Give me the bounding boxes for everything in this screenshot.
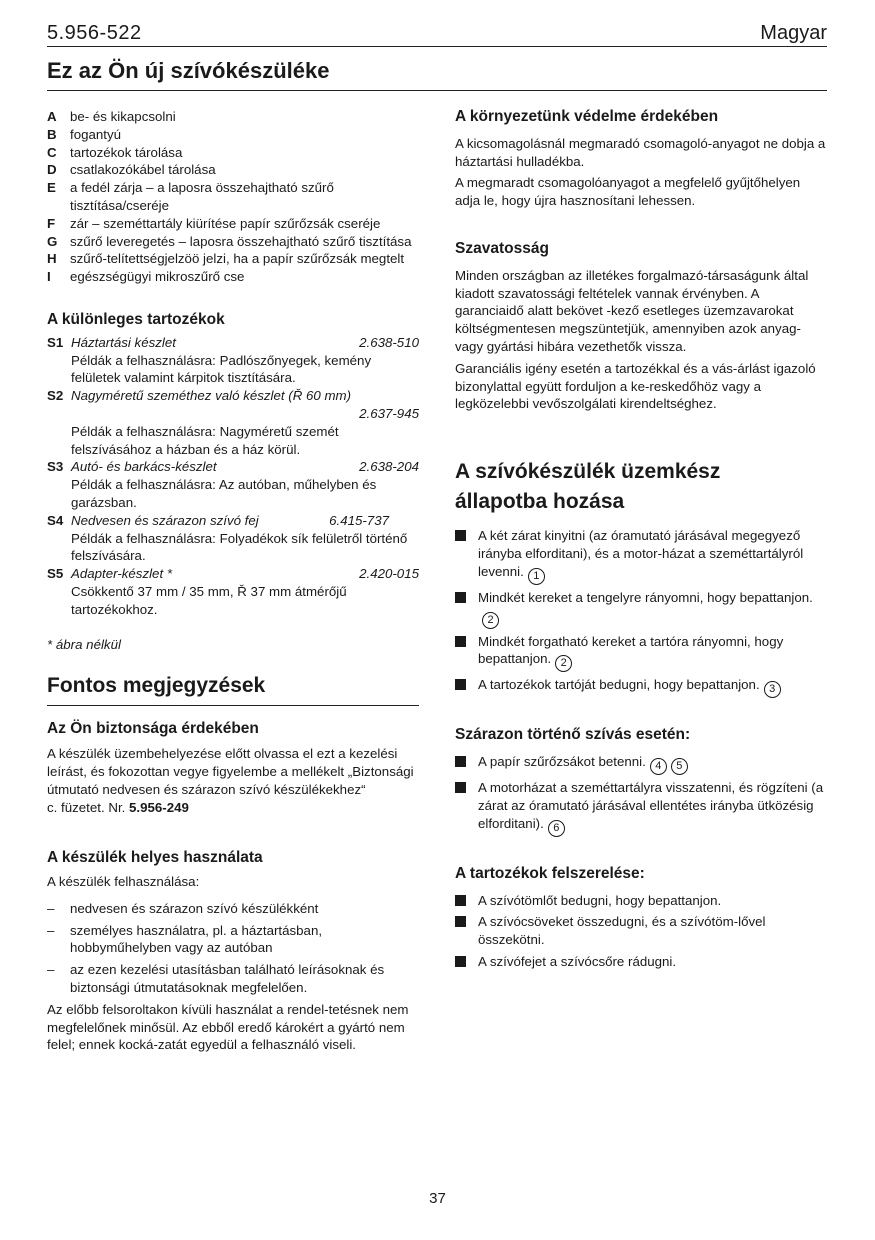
- setup-step: [455, 527, 827, 585]
- bullet-square: [455, 756, 466, 767]
- accessory-key: S2: [47, 388, 64, 404]
- use-item: személyes használatra, pl. a háztartásban, hobbyműhelyben vagy az autóban: [70, 922, 323, 956]
- bullet-square: [455, 895, 466, 906]
- bullet-square: [455, 636, 466, 647]
- right-column: [455, 108, 827, 975]
- part-text: zár – szeméttartály kiürítése papír szűrőzsák cseréje: [70, 215, 381, 231]
- accessory-number: 2.420-015: [359, 566, 419, 582]
- bullet-square: [455, 530, 466, 541]
- accessory-number: 2.638-204: [359, 459, 419, 475]
- safety-paragraph: A készülék üzembehelyezése előtt olvassa el ezt a kezelési leírást, és fokozottan vegye figyelembe a mellékelt „Biztonsági útmutató nedvesen és szárazon szívó készülékekhez“: [47, 746, 414, 797]
- use-list: [47, 900, 419, 1001]
- accessory-name: Adapter-készlet *: [71, 566, 173, 582]
- step-text: A tartozékok tartóját bedugni, hogy bepattanjon.: [478, 677, 760, 693]
- step-text: Mindkét kereket a tengelyre rányomni, hogy bepattanjon.: [478, 589, 813, 605]
- part-key: F: [47, 215, 56, 231]
- fitting-heading: A tartozékok felszerelése:: [455, 864, 645, 882]
- dash-marker: –: [47, 922, 55, 938]
- parts-list: [47, 108, 419, 286]
- part-key: E: [47, 180, 56, 196]
- fitting-step: [455, 913, 827, 949]
- accessory-key: S5: [47, 566, 64, 582]
- setup-steps: [455, 527, 827, 698]
- setup-heading-line: A szívókészülék üzemkész: [455, 460, 721, 484]
- step-text: A szívófejet a szívócsőre rádugni.: [478, 953, 677, 969]
- accessory-desc: Példák a felhasználásra: Padlószőnyegek, kemény felületek valamint kárpitok tisztítására.: [71, 352, 372, 386]
- part-text: tartozékok tárolása: [70, 144, 183, 160]
- accessories-list: [47, 334, 419, 619]
- safety-heading: Az Ön biztonsága érdekében: [47, 720, 259, 738]
- setup-step: [455, 633, 827, 673]
- part-text: egészségügyi mikroszűrő cse: [70, 269, 245, 285]
- figure-ref-icon: 1: [528, 568, 545, 585]
- accessories-heading: A különleges tartozékok: [47, 310, 225, 328]
- accessory-name: Háztartási készlet: [71, 334, 176, 350]
- document-code: 5.956-522: [47, 22, 142, 44]
- accessory-number: 2.637-945: [359, 405, 419, 421]
- step-text: Mindkét forgatható kereket a tartóra rányomni, hogy bepattanjon.: [478, 633, 784, 667]
- dry-step: [455, 779, 827, 837]
- accessory-name: Nedvesen és szárazon szívó fej: [71, 512, 259, 528]
- use-intro: A készülék felhasználása:: [47, 874, 200, 890]
- part-text: csatlakozókábel tárolása: [70, 162, 216, 178]
- important-heading: Fontos megjegyzések: [47, 671, 419, 706]
- use-item: az ezen kezelési utasításban található leírásoknak és biztonsági útmutatásoknak megfelelően.: [70, 962, 385, 996]
- dry-step: [455, 753, 827, 775]
- left-column: [47, 108, 419, 1058]
- use-text: Az előbb felsoroltakon kívüli használat a rendel-tetésnek nem megfelelőnek minősül. Az ebből eredő károkért a gyártó nem felel; ennek kocká-zatát egyedül a felhasználó viseli.: [47, 1001, 409, 1053]
- part-key: G: [47, 233, 58, 249]
- booklet-number: 5.956-249: [129, 799, 189, 815]
- warranty-heading: Szavatosság: [455, 239, 549, 257]
- language-label: Magyar: [760, 22, 827, 44]
- figure-ref-icon: 6: [548, 820, 565, 837]
- part-text: a fedél zárja – a laposra összehajtható szűrő tisztítása/cseréje: [70, 180, 334, 213]
- safety-text: [47, 745, 419, 816]
- setup-heading: [455, 457, 827, 517]
- page-number: 37: [429, 1190, 446, 1207]
- accessory-key: S4: [47, 512, 64, 528]
- part-text: be- és kikapcsolni: [70, 109, 176, 124]
- part-text: szűrő leveregetés – laposra összehajtható szűrő tisztítása: [70, 233, 412, 249]
- step-text: A szívócsöveket összedugni, és a szívótöm-lővel összekötni.: [478, 914, 766, 948]
- accessory-desc: Példák a felhasználásra: Az autóban, műhelyben és garázsban.: [71, 477, 377, 510]
- accessory-key: S3: [47, 459, 64, 475]
- footnote: * ábra nélkül: [47, 636, 121, 652]
- part-key: A: [47, 109, 57, 124]
- part-text: fogantyú: [70, 126, 122, 142]
- fitting-steps: [455, 892, 827, 971]
- booklet-prefix: c. füzetet. Nr.: [47, 799, 130, 815]
- figure-ref-icon: 2: [555, 655, 572, 672]
- warranty-p2: Garanciális igény esetén a tartozékkal és a vás-árlást igazoló bizonylattal együtt forduljon a ke-reskedőhöz vagy a legközelebbi vevőszolgálati kirendeltséghez.: [455, 360, 816, 412]
- figure-ref-icon: 5: [671, 758, 688, 775]
- accessory-name: Autó- és barkács-készlet: [71, 459, 217, 475]
- fitting-step: [455, 892, 827, 910]
- warranty-p1: Minden országban az illetékes forgalmazó-társaságunk által kiadott szavatossági feltételek vannak érvényben. A garanciaidő alatt bekövet -kező esetleges üzemzavarokat költségmentesen megszüntetjük, amennyiben azok anyag- vagy gyártási hibára vezethetők vissza.: [455, 267, 809, 354]
- dash-marker: –: [47, 962, 55, 978]
- use-heading: A készülék helyes használata: [47, 849, 263, 867]
- figure-ref-icon: 2: [482, 612, 499, 629]
- page-header: [47, 22, 827, 47]
- accessory-desc: Példák a felhasználásra: Folyadékok sík felületről történő felszívására.: [71, 530, 408, 564]
- step-text: A szívótömlőt bedugni, hogy bepattanjon.: [478, 892, 722, 908]
- step-text: A papír szűrőzsákot betenni.: [478, 754, 646, 770]
- use-item: nedvesen és szárazon szívó készülékként: [70, 900, 319, 916]
- environment-p2: A megmaradt csomagolóanyagot a megfelelő gyűjtőhelyen adja le, hogy újra hasznosítani lehessen.: [455, 175, 801, 209]
- accessory-key: S1: [47, 334, 64, 350]
- part-key: H: [47, 251, 57, 267]
- bullet-square: [455, 956, 466, 967]
- accessory-number: 6.415-737: [329, 512, 389, 528]
- part-key: D: [47, 162, 57, 178]
- page-title: Ez az Ön új szívókészüléke: [47, 58, 827, 91]
- dash-marker: –: [47, 900, 55, 916]
- setup-step: [455, 676, 827, 698]
- bullet-square: [455, 916, 466, 927]
- accessory-desc: Példák a felhasználásra: Nagyméretű szemét felszívásához a házban és a ház körül.: [71, 423, 339, 457]
- dry-heading: Szárazon történő szívás esetén:: [455, 726, 691, 744]
- part-key: B: [47, 126, 57, 142]
- figure-ref-icon: 3: [764, 681, 781, 698]
- environment-p1: A kicsomagolásnál megmaradó csomagoló-anyagot ne dobja a háztartási hulladékba.: [455, 135, 826, 169]
- accessory-number: 2.638-510: [359, 334, 419, 350]
- part-key: C: [47, 144, 57, 160]
- step-text: A motorházat a szeméttartályra visszatenni, és rögzíteni (a zárat az óramutató járásával ellentétes irányba ütközésig elforditani).: [478, 780, 824, 831]
- setup-heading-line: állapotba hozása: [455, 490, 625, 514]
- part-key: I: [47, 269, 51, 285]
- step-text: A két zárat kinyitni (az óramutató járásával megegyező irányba elforditani), és a motor-házat a szeméttartályról levenni.: [478, 528, 804, 579]
- bullet-square: [455, 679, 466, 690]
- accessory-desc: Csökkentő 37 mm / 35 mm, Ř 37 mm átmérőjű tartozékokhoz.: [71, 583, 347, 617]
- bullet-square: [455, 592, 466, 603]
- environment-heading: A környezetünk védelme érdekében: [455, 108, 719, 125]
- fitting-step: [455, 953, 827, 971]
- setup-step: [455, 589, 827, 629]
- bullet-square: [455, 782, 466, 793]
- dry-steps: [455, 753, 827, 837]
- part-text: szűrő-telítettségjelzöö jelzi, ha a papír szűrőzsák megtelt: [70, 251, 405, 267]
- accessory-name: Nagyméretű szeméthez való készlet (Ř 60 mm): [71, 388, 352, 404]
- figure-ref-icon: 4: [650, 758, 667, 775]
